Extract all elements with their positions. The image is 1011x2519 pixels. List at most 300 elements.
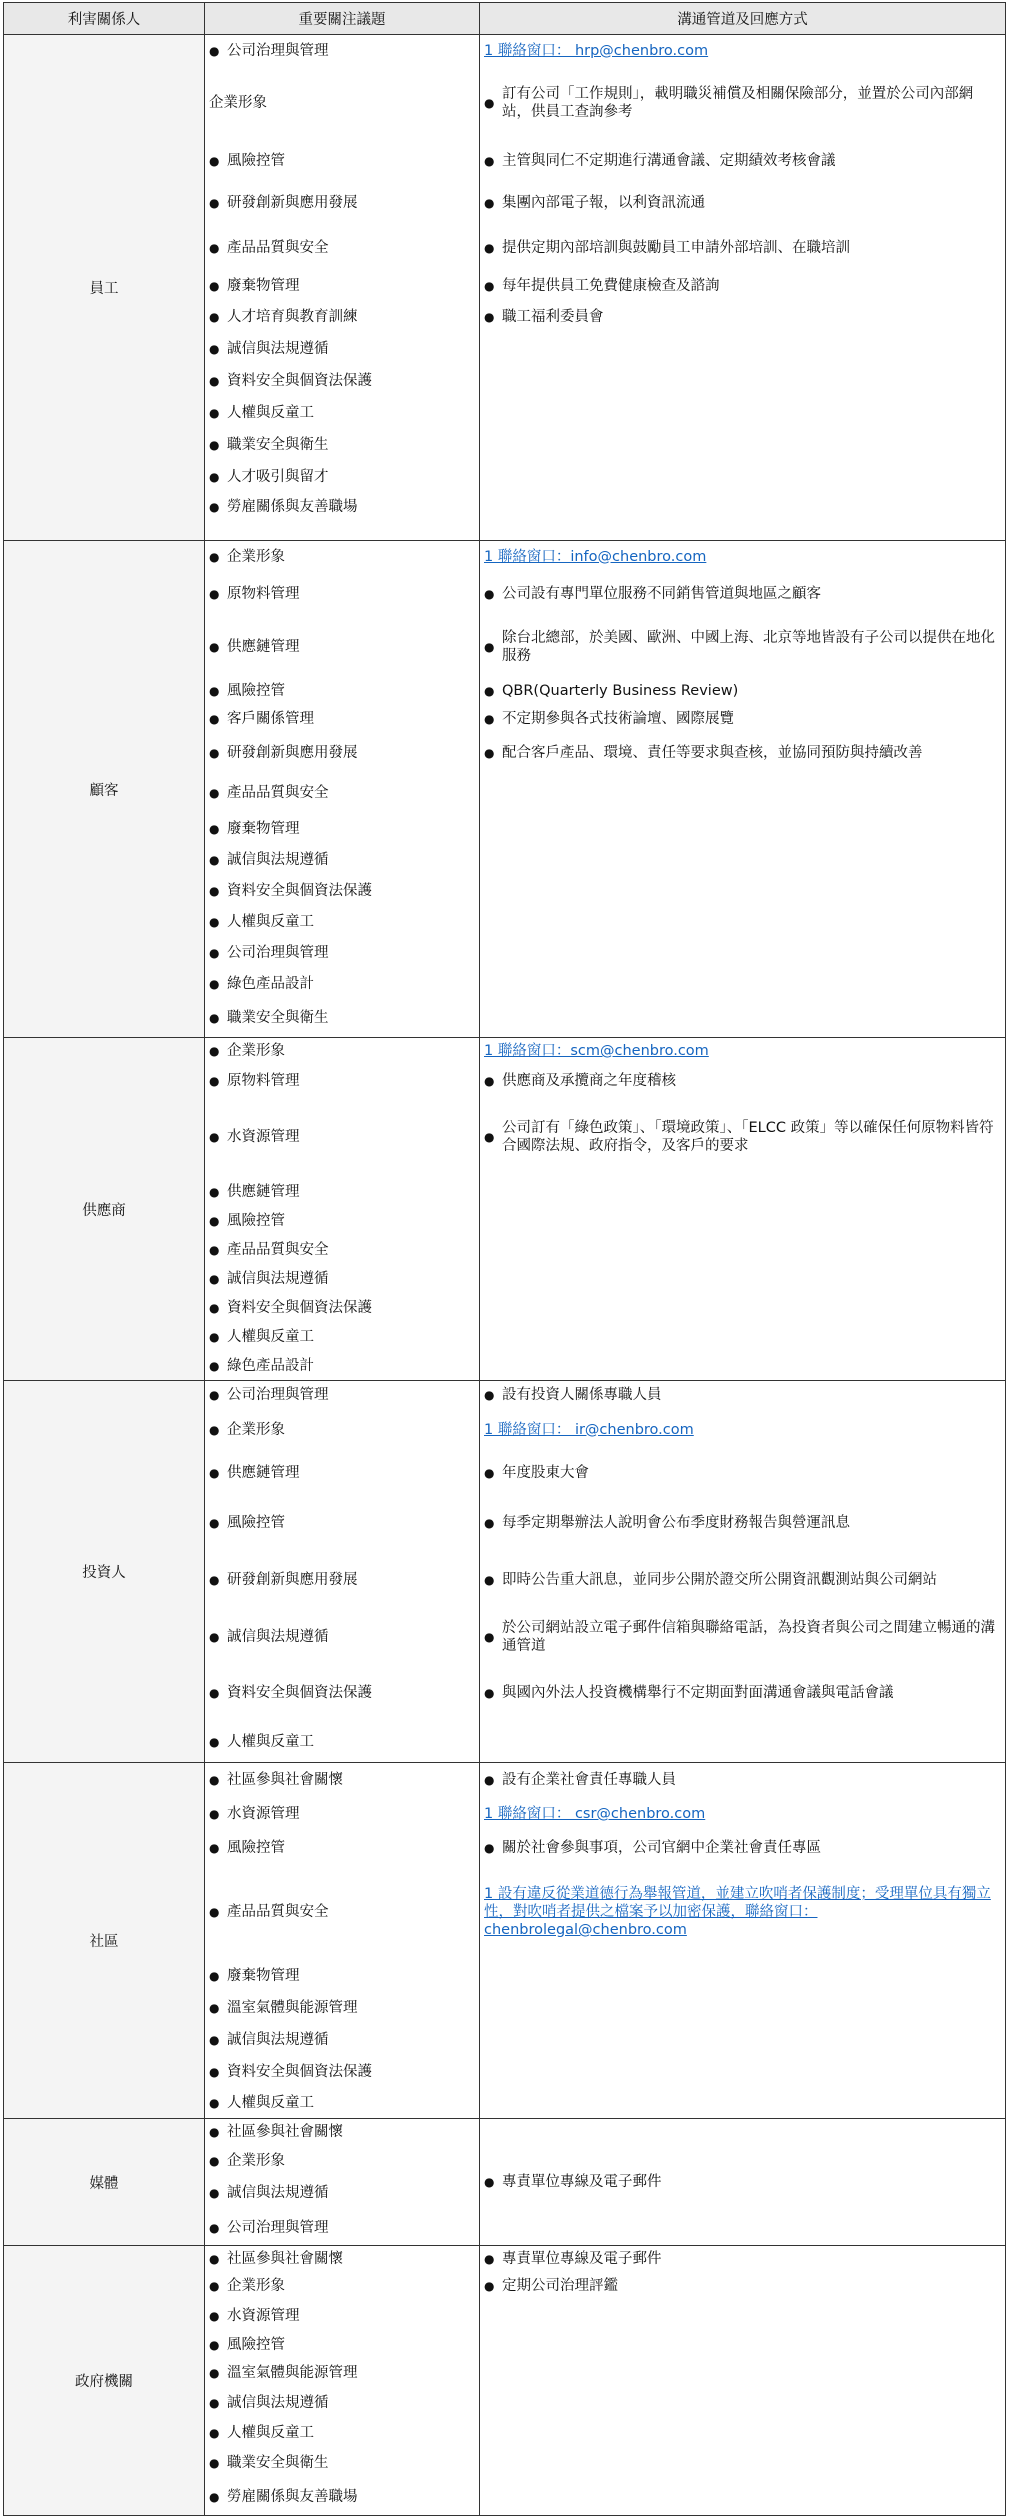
- bullet-icon: ●: [209, 1841, 220, 1855]
- item-text: 風險控管: [227, 1514, 285, 1531]
- bullet-icon: ●: [484, 2251, 495, 2266]
- issues-cell: [205, 2119, 480, 2246]
- bullet-icon: ●: [484, 1387, 495, 1402]
- channel-item: [480, 1408, 1005, 1451]
- item-text: 資料安全與個資法保護: [227, 2064, 372, 2080]
- channel-item: [480, 677, 1005, 704]
- bullet-icon: ●: [209, 2489, 220, 2504]
- bullet-icon: ●: [484, 241, 495, 255]
- channel-item: [480, 733, 1005, 773]
- issue-item: [205, 1381, 479, 1408]
- stakeholder-row: [4, 1381, 1006, 1763]
- item-text: 廢棄物管理: [227, 1967, 300, 1984]
- item-text: QBR(Quarterly Business Review): [502, 682, 739, 699]
- issue-item: [205, 906, 479, 937]
- issue-item: [205, 35, 479, 66]
- stakeholder-row: [4, 1763, 1006, 2119]
- bullet-icon: ●: [209, 976, 220, 991]
- item-text: 研發創新與應用發展: [227, 1571, 358, 1588]
- stakeholder-name: 社區: [4, 1763, 205, 2119]
- bullet-icon: ●: [209, 500, 220, 514]
- issue-item: [205, 1797, 479, 1831]
- bullet-icon: ●: [209, 406, 220, 420]
- item-text: 人權與反童工: [227, 2425, 314, 2441]
- bullet-icon: ●: [209, 1073, 220, 1088]
- issue-item: [205, 1038, 479, 1064]
- bullet-icon: ●: [484, 587, 495, 601]
- bullet-icon: ●: [209, 711, 220, 726]
- item-text: 溫室氣體與能源管理: [227, 2365, 358, 2381]
- issue-item: [205, 365, 479, 397]
- stakeholder-row: [4, 2246, 1006, 2516]
- item-text: 產品品質與安全: [227, 1241, 329, 1258]
- stakeholder-name: 員工: [4, 35, 205, 541]
- issue-item: [205, 225, 479, 271]
- issue-item: [205, 1992, 479, 2024]
- bullet-icon: ●: [209, 914, 220, 929]
- bullet-icon: ●: [209, 1358, 220, 1373]
- channel-item: [480, 181, 1005, 225]
- issue-item: [205, 937, 479, 968]
- bullet-icon: ●: [209, 310, 220, 324]
- item-text: 資料安全與個資法保護: [227, 1685, 372, 1701]
- item-text: 專責單位專線及電子郵件: [502, 2250, 662, 2267]
- bullet-icon: ●: [209, 2125, 220, 2139]
- bullet-icon: ●: [209, 2426, 220, 2440]
- issue-item: [205, 1959, 479, 1992]
- item-text: 職業安全與衛生: [227, 2455, 329, 2471]
- bullet-icon: ●: [209, 587, 220, 601]
- channels-cell: [480, 1763, 1006, 2119]
- item-text: 產品品質與安全: [227, 240, 329, 256]
- item-text: 水資源管理: [227, 1806, 300, 1822]
- bullet-icon: ●: [209, 639, 220, 654]
- channel-item: [480, 35, 1005, 66]
- bullet-icon: ●: [209, 549, 220, 564]
- item-text: 風險控管: [227, 2336, 285, 2353]
- item-text: 企業形象: [209, 95, 267, 111]
- item-text: 公司設有專門單位服務不同銷售管道與地區之顧客: [502, 586, 821, 602]
- bullet-icon: ●: [209, 2366, 220, 2380]
- stakeholder-name: 供應商: [4, 1038, 205, 1381]
- item-text: 社區參與社會關懷: [227, 1772, 343, 1788]
- item-text: 公司訂有「綠色政策」、「環境政策」、「ELCC 政策」等以確保任何原物料皆符合國際法規、政府指令，及客戶的要求: [502, 1120, 994, 1154]
- bullet-icon: ●: [209, 2279, 220, 2293]
- issue-item: [205, 968, 479, 999]
- issue-item: [205, 1665, 479, 1721]
- issues-cell: [205, 1381, 480, 1763]
- issue-item: [205, 1064, 479, 1097]
- item-text: 與國內外法人投資機構舉行不定期面對面溝通會議與電話會議: [502, 1685, 894, 1701]
- channel-item: [480, 1865, 1005, 1959]
- issue-item: [205, 1322, 479, 1351]
- header-issues: 重要關注議題: [205, 3, 480, 35]
- contact-link[interactable]: 1 聯絡窗口： ir@chenbro.com: [484, 1421, 694, 1438]
- bullet-icon: ●: [209, 2153, 220, 2168]
- item-text: 溫室氣體與能源管理: [227, 2000, 358, 2016]
- item-text: 綠色產品設計: [227, 975, 314, 992]
- channel-item: [480, 2271, 1005, 2301]
- bullet-icon: ●: [209, 374, 220, 388]
- bullet-icon: ●: [209, 438, 220, 452]
- issue-item: [205, 140, 479, 181]
- bullet-icon: ●: [209, 1968, 220, 1983]
- item-text: 設有企業社會責任專職人員: [502, 1772, 676, 1788]
- bullet-icon: ●: [484, 2175, 495, 2189]
- channel-item: [480, 1763, 1005, 1797]
- item-text: 公司治理與管理: [227, 42, 329, 59]
- issue-item: [205, 2331, 479, 2358]
- issue-item: [205, 1763, 479, 1797]
- issue-item: [205, 2088, 479, 2118]
- issue-item: [205, 2024, 479, 2056]
- issue-item: [205, 1609, 479, 1665]
- bullet-icon: ●: [209, 883, 220, 898]
- bullet-icon: ●: [209, 1807, 220, 1821]
- bullet-icon: ●: [209, 1214, 220, 1228]
- stakeholder-row: [4, 35, 1006, 541]
- stakeholder-table: [3, 2, 1006, 2516]
- bullet-icon: ●: [209, 2033, 220, 2047]
- item-text: 公司治理與管理: [227, 944, 329, 961]
- bullet-icon: ●: [209, 1185, 220, 1199]
- issue-item: [205, 677, 479, 704]
- item-text: 誠信與法規遵循: [227, 1629, 329, 1645]
- item-text: 集團內部電子報，以利資訊流通: [502, 195, 705, 211]
- bullet-icon: ●: [209, 1329, 220, 1344]
- issue-item: [205, 1177, 479, 1207]
- bullet-icon: ●: [209, 1242, 220, 1257]
- item-text: 不定期參與各式技術論壇、國際展覽: [502, 710, 734, 727]
- item-text: 人權與反童工: [227, 1733, 314, 1750]
- item-text: 企業形象: [227, 2152, 285, 2169]
- bullet-icon: ●: [209, 1773, 220, 1787]
- issue-item: [205, 1721, 479, 1762]
- item-text: 誠信與法規遵循: [227, 341, 329, 357]
- item-text: 關於社會參與事項，公司官網中企業社會責任專區: [502, 1840, 821, 1856]
- bullet-icon: ●: [209, 1686, 220, 1700]
- bullet-icon: ●: [209, 153, 220, 168]
- bullet-icon: ●: [209, 1271, 220, 1286]
- issue-item: [205, 2358, 479, 2388]
- bullet-icon: ●: [484, 96, 495, 110]
- item-text: 原物料管理: [227, 586, 300, 602]
- bullet-icon: ●: [209, 1044, 220, 1058]
- issues-cell: [205, 1038, 480, 1381]
- item-text: 水資源管理: [227, 2308, 300, 2324]
- issue-item: [205, 2210, 479, 2245]
- bullet-icon: ●: [209, 2396, 220, 2410]
- item-text: 即時公告重大訊息，並同步公開於證交所公開資訊觀測站與公司網站: [502, 1571, 937, 1588]
- channel-item: [480, 1797, 1005, 1831]
- item-text: 每年提供員工免費健康檢查及諮詢: [502, 278, 720, 294]
- issue-item: [205, 844, 479, 875]
- item-text: 人權與反童工: [227, 405, 314, 421]
- issue-item: [205, 813, 479, 844]
- issue-item: [205, 1495, 479, 1550]
- issue-item: [205, 1831, 479, 1865]
- item-text: 除台北總部，於美國、歐洲、中國上海、北京等地皆設有子公司以提供在地化服務: [502, 629, 995, 664]
- item-text: 企業形象: [227, 2278, 285, 2294]
- stakeholder-name: 媒體: [4, 2119, 205, 2246]
- item-text: 供應商及承攬商之年度稽核: [502, 1072, 676, 1089]
- bullet-icon: ●: [209, 746, 220, 760]
- channel-item: [480, 616, 1005, 677]
- channel-item: [480, 301, 1005, 333]
- channels-cell: [480, 2119, 1006, 2246]
- issue-item: [205, 2176, 479, 2210]
- issue-item: [205, 2119, 479, 2145]
- bullet-icon: ●: [209, 2065, 220, 2079]
- issue-item: [205, 2418, 479, 2448]
- stakeholder-name: 政府機關: [4, 2246, 205, 2516]
- contact-link[interactable]: 1 聯絡窗口： hrp@chenbro.com: [484, 42, 709, 59]
- item-text: 主管與同仁不定期進行溝通會議、定期績效考核會議: [502, 152, 836, 169]
- item-text: 訂有公司「工作規則」，載明職災補償及相關保險部分，並置於公司內部網站，供員工查詢參考: [502, 86, 974, 120]
- item-text: 勞雇關係與友善職場: [227, 2488, 358, 2505]
- bullet-icon: ●: [209, 470, 220, 484]
- issue-item: [205, 616, 479, 677]
- item-text: 風險控管: [227, 1213, 285, 1229]
- item-text: 風險控管: [227, 152, 285, 169]
- item-text: 誠信與法規遵循: [227, 2185, 329, 2201]
- bullet-icon: ●: [484, 639, 495, 654]
- stakeholder-row: [4, 2119, 1006, 2246]
- bullet-icon: ●: [209, 821, 220, 836]
- bullet-icon: ●: [209, 1011, 220, 1025]
- bullet-icon: ●: [484, 683, 495, 698]
- item-text: 資料安全與個資法保護: [227, 373, 372, 389]
- issue-item: [205, 1451, 479, 1495]
- issue-item: [205, 301, 479, 333]
- item-text: 誠信與法規遵循: [227, 2395, 329, 2411]
- item-text: 誠信與法規遵循: [227, 1270, 329, 1287]
- item-text: 職工福利委員會: [502, 309, 604, 325]
- bullet-icon: ●: [209, 2220, 220, 2235]
- channel-item: [480, 1609, 1005, 1665]
- bullet-icon: ●: [484, 1686, 495, 1700]
- issue-item: [205, 1550, 479, 1609]
- bullet-icon: ●: [209, 1130, 220, 1144]
- item-text: 勞雇關係與友善職場: [227, 499, 358, 515]
- issue-item: [205, 1351, 479, 1380]
- item-text: 研發創新與應用發展: [227, 745, 358, 761]
- channel-item: [480, 225, 1005, 271]
- bullet-icon: ●: [209, 279, 220, 293]
- bullet-icon: ●: [209, 1422, 220, 1437]
- item-text: 配合客戶產品、環境、責任等要求與查核，並協同預防與持續改善: [502, 745, 923, 761]
- issue-item: [205, 461, 479, 493]
- item-text: 資料安全與個資法保護: [227, 1299, 372, 1316]
- bullet-icon: ●: [209, 852, 220, 867]
- issue-item: [205, 1207, 479, 1235]
- bullet-icon: ●: [209, 1630, 220, 1644]
- item-text: 人權與反童工: [227, 913, 314, 930]
- stakeholder-name: 顧客: [4, 541, 205, 1038]
- issue-item: [205, 1097, 479, 1177]
- bullet-icon: ●: [209, 1572, 220, 1587]
- channels-cell: [480, 1381, 1006, 1763]
- issue-item: [205, 999, 479, 1037]
- issue-item: [205, 704, 479, 733]
- bullet-icon: ●: [484, 153, 495, 168]
- item-text: 公司治理與管理: [227, 2219, 329, 2236]
- channel-item: [480, 140, 1005, 181]
- channels-cell: [480, 541, 1006, 1038]
- channel-item: [480, 541, 1005, 572]
- bullet-icon: ●: [484, 1515, 495, 1530]
- bullet-icon: ●: [209, 2186, 220, 2200]
- bullet-icon: ●: [209, 2456, 220, 2470]
- channels-cell: [480, 1038, 1006, 1381]
- issue-item: [205, 2246, 479, 2271]
- table-body: [4, 35, 1006, 2516]
- channel-item: [480, 1064, 1005, 1097]
- issue-item: [205, 397, 479, 429]
- channel-item: [480, 1381, 1005, 1408]
- bullet-icon: ●: [484, 746, 495, 760]
- issue-item: [205, 572, 479, 616]
- bullet-icon: ●: [209, 1734, 220, 1749]
- channel-item: [480, 66, 1005, 140]
- issues-cell: [205, 35, 480, 541]
- issue-item: [205, 2478, 479, 2515]
- item-text: 綠色產品設計: [227, 1357, 314, 1374]
- item-text: 社區參與社會關懷: [227, 2124, 343, 2140]
- issue-item: [205, 493, 479, 521]
- issue-item: [205, 2388, 479, 2418]
- issues-cell: [205, 541, 480, 1038]
- stakeholder-row: [4, 541, 1006, 1038]
- channel-item: [480, 1831, 1005, 1865]
- item-text: 人權與反童工: [227, 1328, 314, 1345]
- stakeholder-name: 投資人: [4, 1381, 205, 1763]
- bullet-icon: ●: [484, 1130, 495, 1144]
- issue-item: [205, 2448, 479, 2478]
- item-text: 社區參與社會關懷: [227, 2250, 343, 2267]
- header-channels: 溝通管道及回應方式: [480, 3, 1006, 35]
- item-text: 人才培育與教育訓練: [227, 309, 358, 325]
- issue-item: [205, 733, 479, 773]
- bullet-icon: ●: [484, 310, 495, 324]
- item-text: 人才吸引與留才: [227, 469, 329, 485]
- issues-cell: [205, 2246, 480, 2516]
- item-text: 專責單位專線及電子郵件: [502, 2174, 662, 2190]
- item-text: 企業形象: [227, 1043, 285, 1059]
- item-text: 廢棄物管理: [227, 278, 300, 294]
- bullet-icon: ●: [484, 1773, 495, 1787]
- contact-link[interactable]: 1 聯絡窗口：info@chenbro.com: [484, 548, 707, 565]
- bullet-icon: ●: [209, 683, 220, 698]
- item-text: 誠信與法規遵循: [227, 2032, 329, 2048]
- channel-item: [480, 1451, 1005, 1495]
- item-text: 水資源管理: [227, 1129, 300, 1145]
- bullet-icon: ●: [209, 1300, 220, 1315]
- issue-item: [205, 1865, 479, 1959]
- bullet-icon: ●: [209, 2251, 220, 2266]
- header-row: [4, 3, 1006, 35]
- item-text: 原物料管理: [227, 1072, 300, 1089]
- bullet-icon: ●: [209, 786, 220, 800]
- bullet-icon: ●: [209, 945, 220, 960]
- bullet-icon: ●: [209, 1466, 220, 1480]
- item-text: 產品品質與安全: [227, 785, 329, 801]
- issue-item: [205, 541, 479, 572]
- contact-link[interactable]: 1 設有違反從業道德行為舉報管道，並建立吹哨者保護制度；受理單位具有獨立性，對吹哨者提供之檔案予以加密保護，聯絡窗口：chenbrolegal@chenbro.com: [484, 1886, 991, 1938]
- item-text: 供應鏈管理: [227, 1465, 300, 1481]
- bullet-icon: ●: [484, 1466, 495, 1480]
- item-text: 企業形象: [227, 1421, 285, 1438]
- bullet-icon: ●: [484, 1073, 495, 1088]
- bullet-icon: ●: [209, 2337, 220, 2352]
- bullet-icon: ●: [209, 1905, 220, 1919]
- item-text: 職業安全與衛生: [227, 1010, 329, 1026]
- item-text: 研發創新與應用發展: [227, 195, 358, 211]
- issue-item: [205, 271, 479, 301]
- issue-item: [205, 1408, 479, 1451]
- channels-cell: [480, 2246, 1006, 2516]
- channel-item: [480, 1550, 1005, 1609]
- contact-link[interactable]: 1 聯絡窗口：scm@chenbro.com: [484, 1043, 709, 1059]
- bullet-icon: ●: [209, 1515, 220, 1530]
- bullet-icon: ●: [209, 1387, 220, 1402]
- contact-link[interactable]: 1 聯絡窗口： csr@chenbro.com: [484, 1806, 706, 1822]
- header-stakeholder: 利害關係人: [4, 3, 205, 35]
- item-text: 廢棄物管理: [227, 820, 300, 837]
- item-text: 年度股東大會: [502, 1465, 589, 1481]
- bullet-icon: ●: [484, 2279, 495, 2293]
- bullet-icon: ●: [484, 1841, 495, 1855]
- item-text: 客戶關係管理: [227, 710, 314, 727]
- item-text: 提供定期內部培訓與鼓勵員工申請外部培訓、在職培訓: [502, 240, 850, 256]
- bullet-icon: ●: [484, 1572, 495, 1587]
- issue-item: [205, 66, 479, 140]
- bullet-icon: ●: [484, 711, 495, 726]
- issue-item: [205, 2145, 479, 2176]
- issue-item: [205, 333, 479, 365]
- item-text: 於公司網站設立電子郵件信箱與聯絡電話，為投資者與公司之間建立暢通的溝通管道: [502, 1620, 995, 1654]
- issue-item: [205, 773, 479, 813]
- issue-item: [205, 181, 479, 225]
- bullet-icon: ●: [484, 279, 495, 293]
- channels-cell: [480, 35, 1006, 541]
- item-text: 每季定期舉辦法人說明會公布季度財務報告與營運訊息: [502, 1514, 850, 1531]
- issue-item: [205, 1264, 479, 1293]
- item-text: 產品品質與安全: [227, 1904, 329, 1920]
- bullet-icon: ●: [209, 196, 220, 210]
- item-text: 設有投資人關係專職人員: [502, 1386, 662, 1403]
- issue-item: [205, 2056, 479, 2088]
- item-text: 風險控管: [227, 682, 285, 699]
- item-text: 人權與反童工: [227, 2095, 314, 2111]
- bullet-icon: ●: [209, 2001, 220, 2015]
- channel-item: [480, 704, 1005, 733]
- item-text: 資料安全與個資法保護: [227, 882, 372, 899]
- issue-item: [205, 1235, 479, 1264]
- bullet-icon: ●: [209, 43, 220, 58]
- issue-item: [205, 1293, 479, 1322]
- channel-item: [480, 572, 1005, 616]
- issue-item: [205, 875, 479, 906]
- channel-item: [480, 1665, 1005, 1721]
- channel-item: [480, 1495, 1005, 1550]
- item-text: 定期公司治理評鑑: [502, 2278, 618, 2294]
- item-text: 供應鏈管理: [227, 1184, 300, 1200]
- channel-item: [480, 1038, 1005, 1064]
- item-text: 公司治理與管理: [227, 1386, 329, 1403]
- issues-cell: [205, 1763, 480, 2119]
- item-text: 誠信與法規遵循: [227, 851, 329, 868]
